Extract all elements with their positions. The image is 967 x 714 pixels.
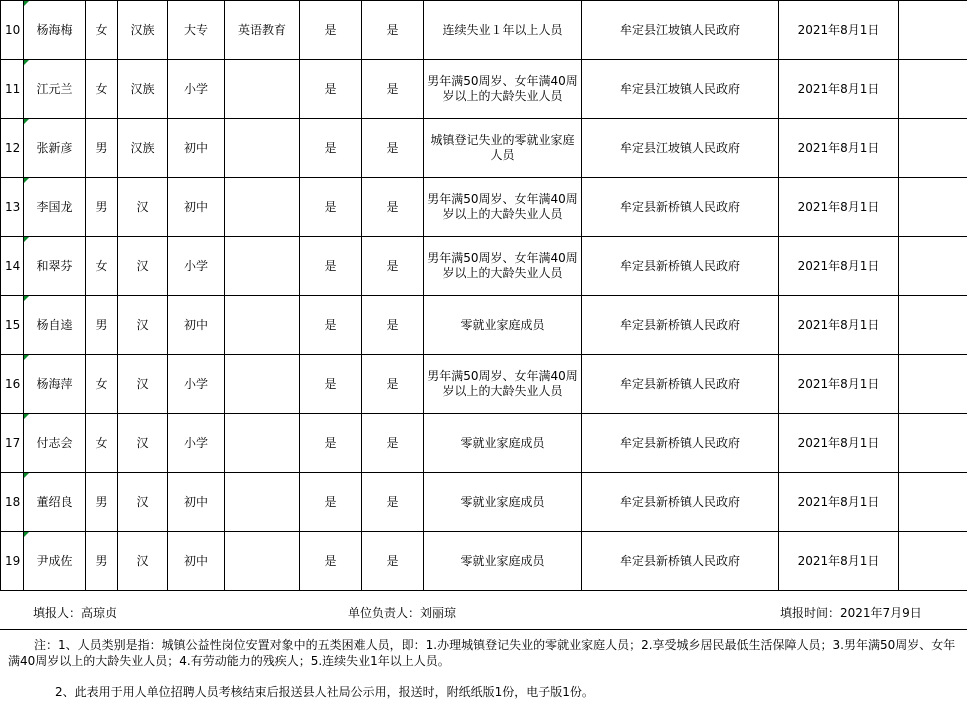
responsible-label: 单位负责人：刘丽琼: [348, 606, 457, 620]
date-cell[interactable]: 2021年8月1日: [779, 473, 899, 532]
education-cell[interactable]: 小学: [168, 237, 225, 296]
row-index[interactable]: 15: [1, 296, 24, 355]
extra-cell[interactable]: [899, 355, 967, 414]
ethnicity-cell[interactable]: 汉: [118, 237, 168, 296]
note-category-definition: 注：1、人员类别是指：城镇公益性岗位安置对象中的五类困难人员，即：1.办理城镇登记失业的零就业家庭人员；2.享受城乡居民最低生活保障人员；3.男年满50周岁、女年满40周岁以上的大龄失业人员；4.有劳动能力的残疾人；5.连续失业1年以上人员。: [8, 638, 956, 668]
name-cell[interactable]: 李国龙: [24, 178, 86, 237]
gender-cell[interactable]: 女: [86, 60, 118, 119]
extra-cell[interactable]: [899, 473, 967, 532]
unit-cell[interactable]: 牟定县新桥镇人民政府: [582, 237, 779, 296]
unit-cell[interactable]: 牟定县新桥镇人民政府: [582, 355, 779, 414]
flag-cell[interactable]: 是: [362, 355, 424, 414]
date-cell[interactable]: 2021年8月1日: [779, 355, 899, 414]
row-index[interactable]: 16: [1, 355, 24, 414]
education-cell[interactable]: 初中: [168, 532, 225, 591]
name-cell[interactable]: 董绍良: [24, 473, 86, 532]
extra-cell[interactable]: [899, 532, 967, 591]
table-row: [1, 60, 967, 119]
table-row: [1, 296, 967, 355]
major-cell[interactable]: [225, 119, 300, 178]
row-index[interactable]: 17: [1, 414, 24, 473]
extra-cell[interactable]: [899, 1, 967, 60]
unit-cell[interactable]: 牟定县新桥镇人民政府: [582, 296, 779, 355]
major-cell[interactable]: [225, 414, 300, 473]
flag-cell[interactable]: 是: [362, 296, 424, 355]
unit-cell[interactable]: 牟定县新桥镇人民政府: [582, 178, 779, 237]
name-cell[interactable]: 杨自逵: [24, 296, 86, 355]
major-cell[interactable]: [225, 237, 300, 296]
gender-cell[interactable]: 男: [86, 119, 118, 178]
unit-cell[interactable]: 牟定县新桥镇人民政府: [582, 532, 779, 591]
education-cell[interactable]: 初中: [168, 473, 225, 532]
ethnicity-cell[interactable]: 汉族: [118, 1, 168, 60]
education-cell[interactable]: 初中: [168, 296, 225, 355]
unit-cell[interactable]: 牟定县新桥镇人民政府: [582, 473, 779, 532]
education-cell[interactable]: 小学: [168, 60, 225, 119]
flag-cell[interactable]: 是: [362, 473, 424, 532]
extra-cell[interactable]: [899, 178, 967, 237]
major-cell[interactable]: [225, 296, 300, 355]
ethnicity-cell[interactable]: 汉: [118, 532, 168, 591]
gender-cell[interactable]: 女: [86, 355, 118, 414]
name-cell[interactable]: 张新彦: [24, 119, 86, 178]
date-cell[interactable]: 2021年8月1日: [779, 414, 899, 473]
name-cell[interactable]: 江元兰: [24, 60, 86, 119]
education-cell[interactable]: 小学: [168, 414, 225, 473]
unit-cell[interactable]: 牟定县江坡镇人民政府: [582, 60, 779, 119]
category-cell[interactable]: 男年满50周岁、女年满40周岁以上的大龄失业人员: [424, 60, 582, 119]
extra-cell[interactable]: [899, 60, 967, 119]
name-cell[interactable]: 尹成佐: [24, 532, 86, 591]
filler-label: 填报人：高琼贞: [33, 606, 118, 620]
category-cell[interactable]: 零就业家庭成员: [424, 414, 582, 473]
major-cell[interactable]: [225, 355, 300, 414]
ethnicity-cell[interactable]: 汉族: [118, 60, 168, 119]
table-row: [1, 1, 967, 60]
report-time-label: 填报时间：2021年7月9日: [780, 606, 922, 620]
ethnicity-cell[interactable]: 汉: [118, 355, 168, 414]
category-cell[interactable]: 男年满50周岁、女年满40周岁以上的大龄失业人员: [424, 178, 582, 237]
gender-cell[interactable]: 女: [86, 237, 118, 296]
gender-cell[interactable]: 男: [86, 178, 118, 237]
date-cell[interactable]: 2021年8月1日: [779, 296, 899, 355]
ethnicity-cell[interactable]: 汉: [118, 296, 168, 355]
gender-cell[interactable]: 女: [86, 414, 118, 473]
flag-cell[interactable]: 是: [300, 178, 362, 237]
row-index[interactable]: 19: [1, 532, 24, 591]
table-row: [1, 473, 967, 532]
flag-cell[interactable]: 是: [300, 473, 362, 532]
education-cell[interactable]: 初中: [168, 178, 225, 237]
category-cell[interactable]: 零就业家庭成员: [424, 532, 582, 591]
flag-cell[interactable]: 是: [300, 60, 362, 119]
ethnicity-cell[interactable]: 汉: [118, 178, 168, 237]
major-cell[interactable]: 英语教育: [225, 1, 300, 60]
row-index[interactable]: 13: [1, 178, 24, 237]
extra-cell[interactable]: [899, 296, 967, 355]
date-cell[interactable]: 2021年8月1日: [779, 178, 899, 237]
category-cell[interactable]: 男年满50周岁、女年满40周岁以上的大龄失业人员: [424, 355, 582, 414]
education-cell[interactable]: 小学: [168, 355, 225, 414]
unit-cell[interactable]: 牟定县新桥镇人民政府: [582, 414, 779, 473]
flag-cell[interactable]: 是: [300, 414, 362, 473]
date-cell[interactable]: 2021年8月1日: [779, 60, 899, 119]
table-row: [1, 119, 967, 178]
name-cell[interactable]: 付志会: [24, 414, 86, 473]
date-cell[interactable]: 2021年8月1日: [779, 119, 899, 178]
extra-cell[interactable]: [899, 119, 967, 178]
gender-cell[interactable]: 女: [86, 1, 118, 60]
flag-cell[interactable]: 是: [362, 532, 424, 591]
flag-cell[interactable]: 是: [362, 237, 424, 296]
gender-cell[interactable]: 男: [86, 532, 118, 591]
education-cell[interactable]: 初中: [168, 119, 225, 178]
name-cell[interactable]: 和翠芬: [24, 237, 86, 296]
date-cell[interactable]: 2021年8月1日: [779, 532, 899, 591]
ethnicity-cell[interactable]: 汉: [118, 473, 168, 532]
flag-cell[interactable]: 是: [362, 414, 424, 473]
major-cell[interactable]: [225, 178, 300, 237]
table-row: [1, 414, 967, 473]
flag-cell[interactable]: 是: [362, 1, 424, 60]
extra-cell[interactable]: [899, 414, 967, 473]
major-cell[interactable]: [225, 473, 300, 532]
category-cell[interactable]: 零就业家庭成员: [424, 296, 582, 355]
note-usage: 2、此表用于用人单位招聘人员考核结束后报送县人社局公示用，报送时，附纸纸版1份，电子版1份。: [55, 685, 594, 699]
flag-cell[interactable]: 是: [300, 237, 362, 296]
table-body: [1, 1, 967, 591]
row-index[interactable]: 10: [1, 1, 24, 60]
extra-cell[interactable]: [899, 237, 967, 296]
category-cell[interactable]: 连续失业１年以上人员: [424, 1, 582, 60]
table-row: [1, 237, 967, 296]
major-cell[interactable]: [225, 532, 300, 591]
table-row: [1, 178, 967, 237]
date-cell[interactable]: 2021年8月1日: [779, 1, 899, 60]
gender-cell[interactable]: 男: [86, 296, 118, 355]
flag-cell[interactable]: 是: [300, 355, 362, 414]
row-index[interactable]: 18: [1, 473, 24, 532]
flag-cell[interactable]: 是: [300, 296, 362, 355]
unit-cell[interactable]: 牟定县江坡镇人民政府: [582, 119, 779, 178]
category-cell[interactable]: 零就业家庭成员: [424, 473, 582, 532]
row-index[interactable]: 14: [1, 237, 24, 296]
row-index[interactable]: 12: [1, 119, 24, 178]
date-cell[interactable]: 2021年8月1日: [779, 237, 899, 296]
name-cell[interactable]: 杨海萍: [24, 355, 86, 414]
flag-cell[interactable]: 是: [362, 178, 424, 237]
major-cell[interactable]: [225, 60, 300, 119]
category-cell[interactable]: 城镇登记失业的零就业家庭人员: [424, 119, 582, 178]
flag-cell[interactable]: 是: [300, 119, 362, 178]
ethnicity-cell[interactable]: 汉: [118, 414, 168, 473]
gender-cell[interactable]: 男: [86, 473, 118, 532]
row-index[interactable]: 11: [1, 60, 24, 119]
table-row: [1, 532, 967, 591]
ethnicity-cell[interactable]: 汉族: [118, 119, 168, 178]
category-cell[interactable]: 男年满50周岁、女年满40周岁以上的大龄失业人员: [424, 237, 582, 296]
flag-cell[interactable]: 是: [362, 60, 424, 119]
footer-divider: [0, 629, 967, 630]
flag-cell[interactable]: 是: [362, 119, 424, 178]
table-row: [1, 355, 967, 414]
name-cell[interactable]: 杨海梅: [24, 1, 86, 60]
education-cell[interactable]: 大专: [168, 1, 225, 60]
flag-cell[interactable]: 是: [300, 1, 362, 60]
table-footer: [0, 593, 967, 714]
unit-cell[interactable]: 牟定县江坡镇人民政府: [582, 1, 779, 60]
flag-cell[interactable]: 是: [300, 532, 362, 591]
